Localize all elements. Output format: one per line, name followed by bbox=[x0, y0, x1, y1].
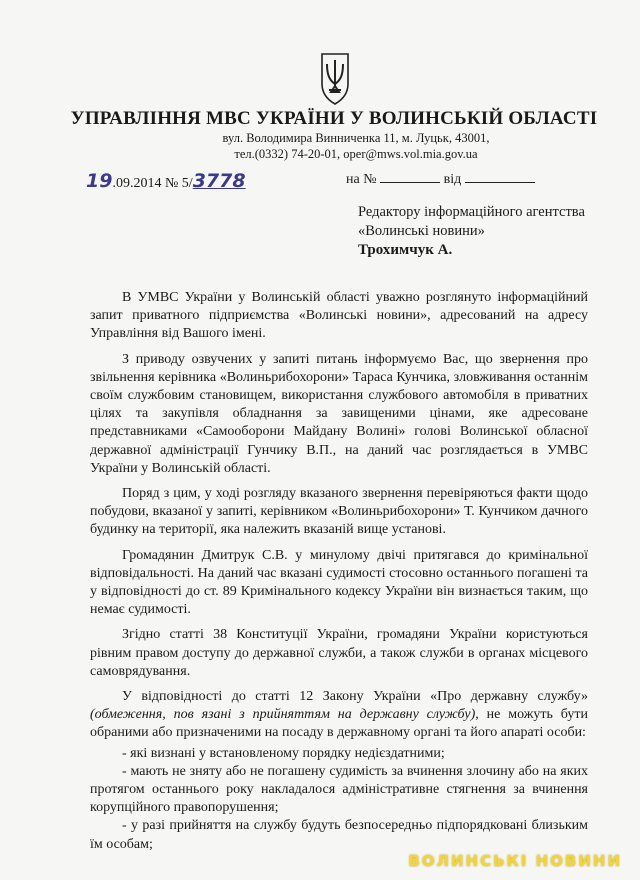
paragraph: Громадянин Дмитрук С.В. у минулому двічі притягався до кримінальної відповідальності. На даний час вказані судимості стосовно останнього погашені та у відповідності до ст. 89 Кримінального кодексу України він визнається таким, що немає судимості. bbox=[90, 547, 588, 618]
reference-date-text: .09.2014 № 5/ bbox=[112, 176, 193, 191]
paragraph: З приводу озвучених у запиті питань інформуємо Вас, що звернення про звільнення керівника «Волиньрибохорони» Тараса Кунчика, зловживання останнім своїм службовим становищем, використання службового автомобіля в приватних цілях та закупівля обладнання за завищеними цінами, яке адресоване представниками «Самооборони Майдану Волині» голові Волинської обласної державної адміністрації Гунчику В.П., на даний час розглядається в УМВС України у Волинській області. bbox=[90, 351, 588, 476]
paragraph: Згідно статті 38 Конституції України, громадяни України користуються рівним правом доступу до державної служби, а також служби в органах місцевого самоврядування. bbox=[90, 627, 588, 679]
number-blank bbox=[380, 170, 440, 183]
paragraph: В УМВС України у Волинській області уважно розглянуто інформаційний запит приватного підприємства «Волинські новини», адресований на адресу Управління від Вашого імені. bbox=[90, 290, 588, 342]
contact-line: тел.(0332) 74-20-01, oper@mws.vol.mia.gov.ua bbox=[234, 147, 478, 161]
list-item: - у разі прийняття на службу будуть безпосередньо підпорядковані близьким їм особам; bbox=[90, 818, 588, 852]
paragraph-text: У відповідності до статті 12 Закону України «Про державну службу» bbox=[122, 689, 588, 705]
handwritten-day: 19 bbox=[86, 170, 113, 192]
recipient-agency: «Волинські новини» bbox=[358, 223, 485, 239]
recipient-position: Редактору інформаційного агентства bbox=[358, 204, 585, 220]
paragraph: Поряд з цим, у ході розгляду вказаного звернення перевіряються факти щодо побудови, вказаної у запиті, керівником «Волиньрибохорони» Т. Кунчиком дачного будинку на території, яка належить вказаній вище установі. bbox=[90, 486, 588, 538]
on-number-label: на № bbox=[346, 172, 377, 187]
list-item: - які визнані у встановленому порядку недієздатними; bbox=[122, 745, 445, 761]
date-blank bbox=[465, 170, 535, 183]
paragraph-italic: (обмеження, пов язані з прийняттям на державну службу) bbox=[90, 707, 476, 723]
from-label: від bbox=[443, 172, 462, 187]
trident-emblem-icon bbox=[318, 50, 352, 106]
letter-body bbox=[90, 289, 588, 854]
paragraph bbox=[90, 688, 588, 743]
watermark-logo: ВОЛИНСЬКІ НОВИНИ bbox=[408, 852, 622, 870]
outgoing-reference bbox=[86, 170, 246, 192]
incoming-reference bbox=[346, 170, 535, 188]
address-line: вул. Володимира Винниченка 11, м. Луцьк, 43001, bbox=[222, 131, 490, 145]
handwritten-number: 3778 bbox=[192, 170, 246, 192]
organization-title: УПРАВЛІННЯ МВС УКРАЇНИ У ВОЛИНСЬКІЙ ОБЛАСТІ bbox=[70, 108, 598, 129]
recipient-block bbox=[358, 203, 585, 260]
list-item: - мають не зняту або не погашену судимість за вчинення злочину або на яких протягом останнього року накладалося адміністративне стягнення за вчинення корупційного правопорушення; bbox=[90, 763, 588, 816]
recipient-name: Трохимчук А. bbox=[358, 242, 453, 258]
paragraph-text: , не можуть бути обраними або призначеними на посаду в державному органі та його апараті особи: bbox=[90, 707, 589, 741]
